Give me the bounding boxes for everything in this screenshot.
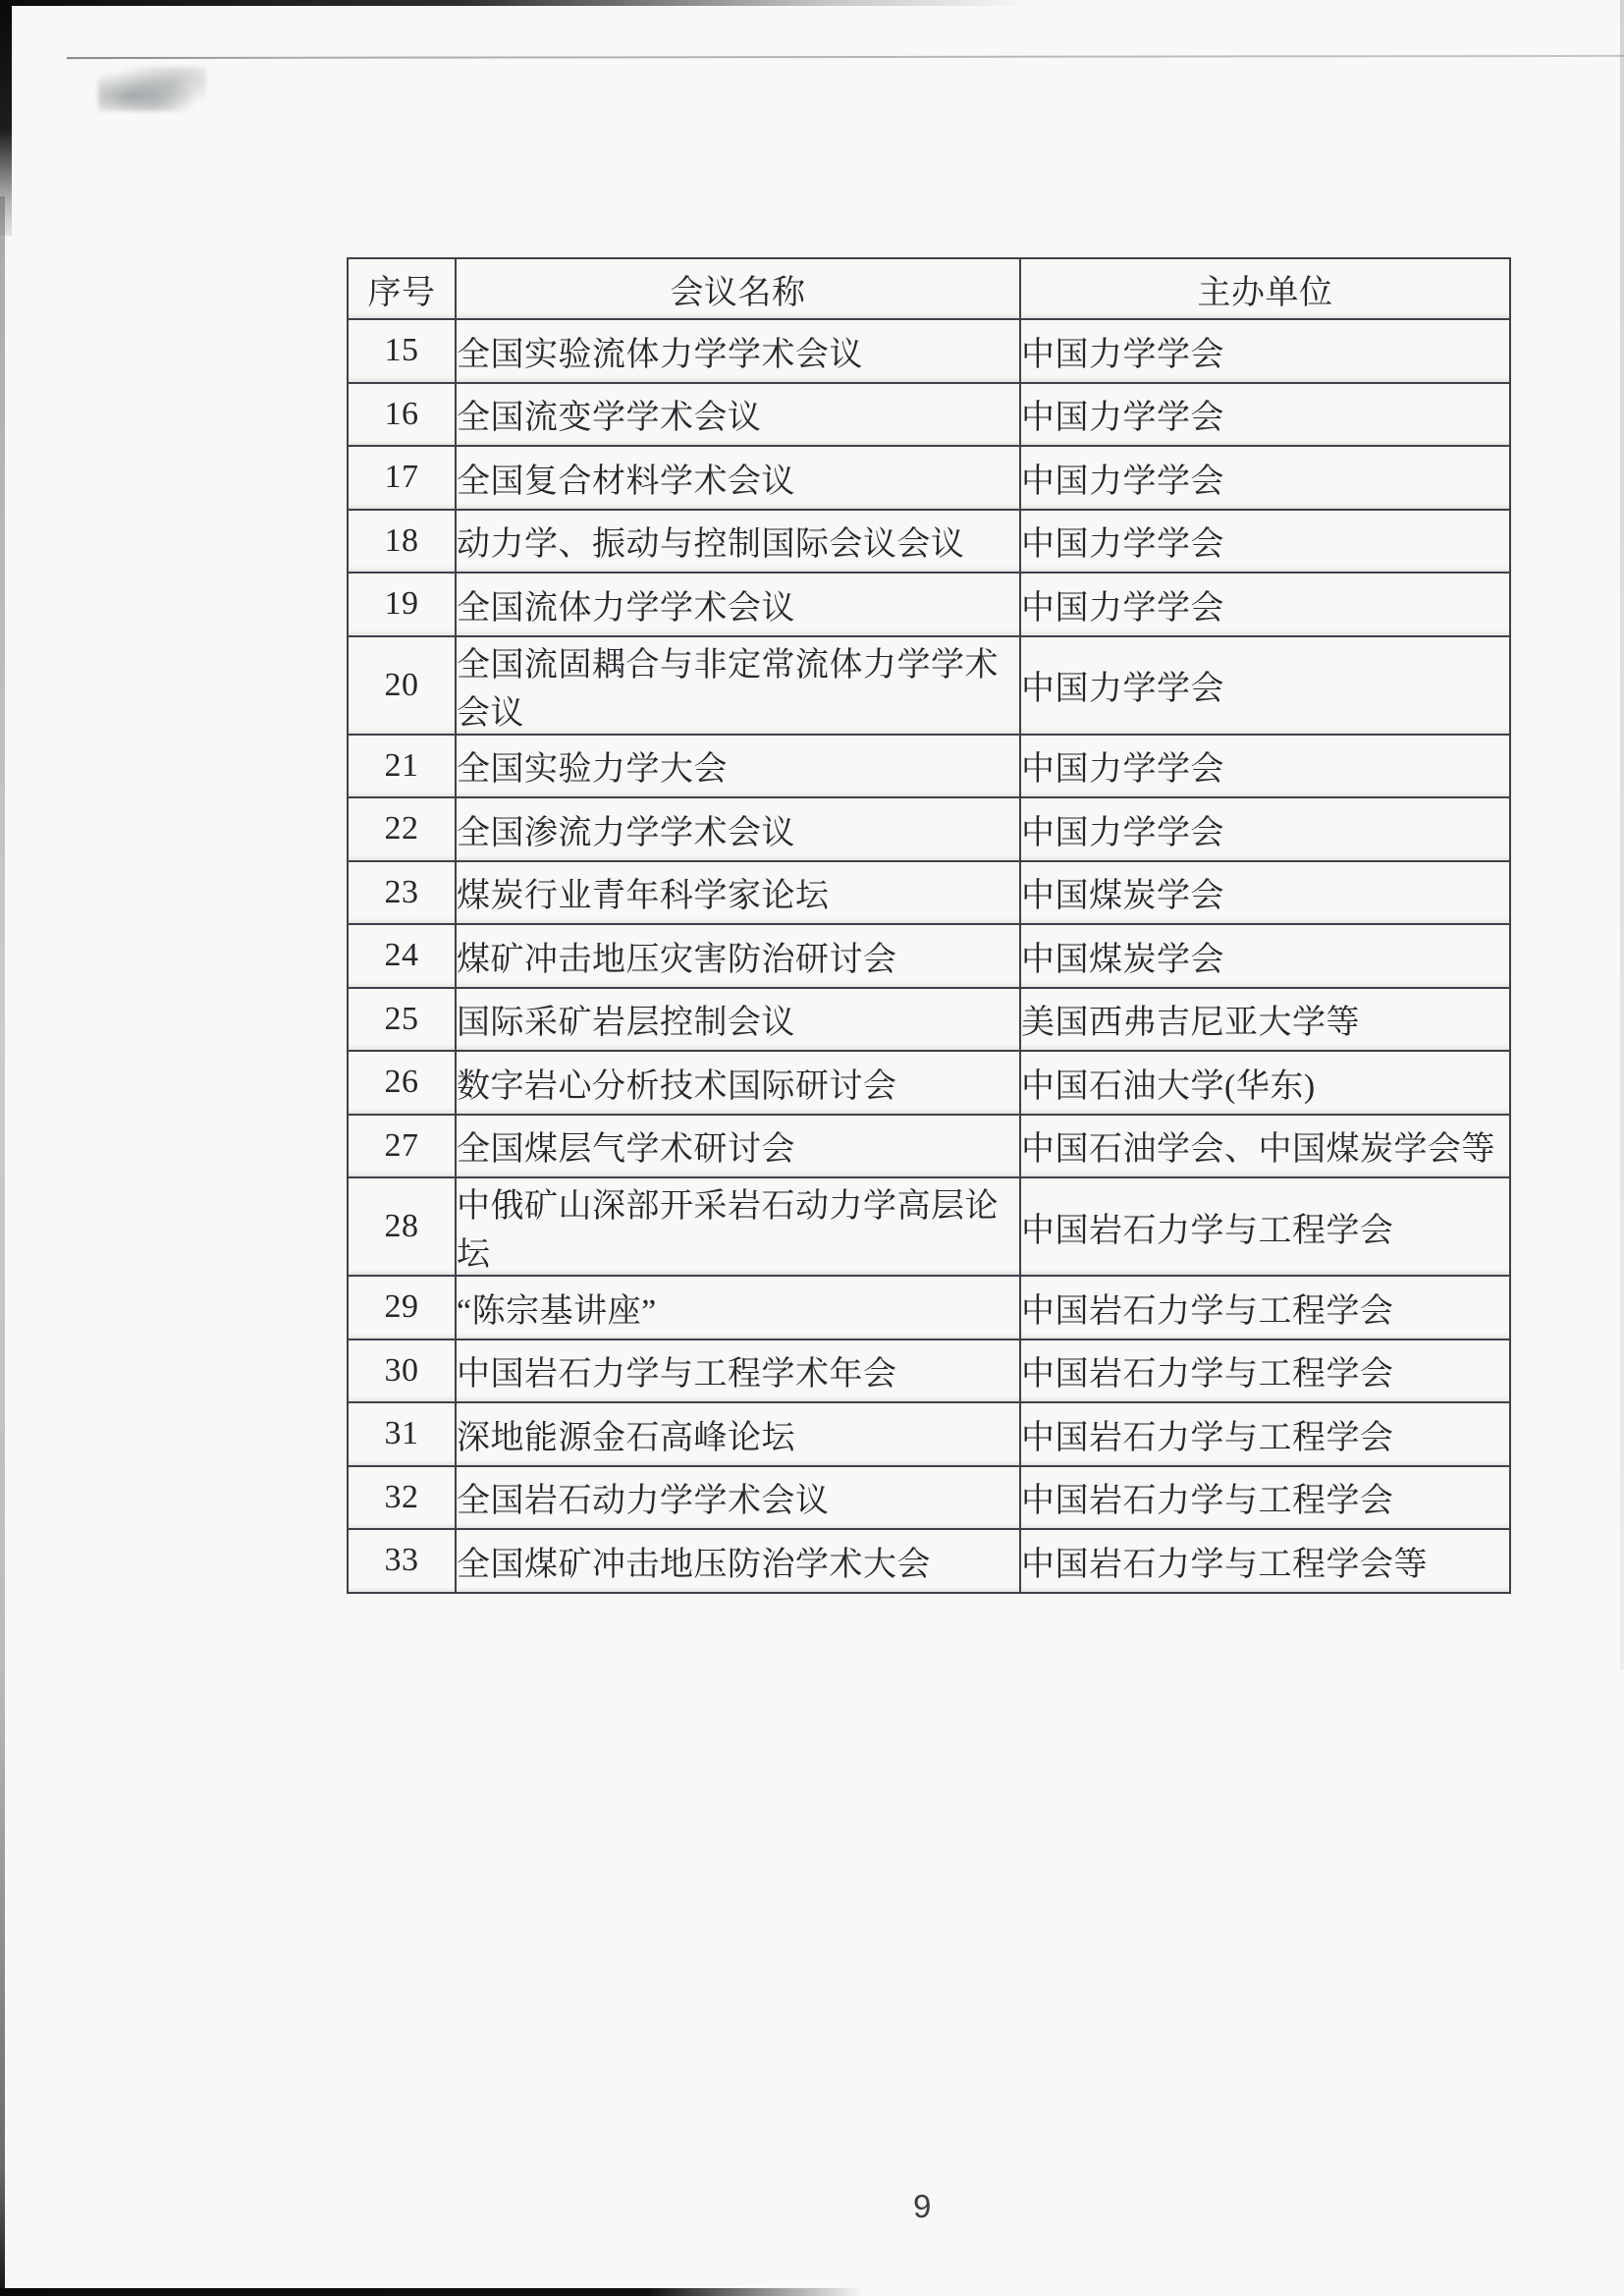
table-row (348, 1276, 1510, 1339)
table-row (348, 797, 1510, 861)
organizer-name: 中国力学学会 (1020, 636, 1510, 735)
organizer-name: 美国西弗吉尼亚大学等 (1020, 988, 1510, 1052)
table-row (348, 1466, 1510, 1530)
table-row (348, 1339, 1510, 1403)
organizer-name: 中国石油大学(华东) (1020, 1051, 1510, 1115)
row-index: 30 (348, 1339, 456, 1403)
conference-name: 中国岩石力学与工程学术年会 (456, 1339, 1020, 1403)
conference-name: 全国渗流力学学术会议 (456, 797, 1020, 861)
table-row (348, 1402, 1510, 1466)
table-row (348, 735, 1510, 798)
organizer-name: 中国岩石力学与工程学会 (1020, 1466, 1510, 1530)
header-conference-name: 会议名称 (456, 258, 1020, 319)
row-index: 28 (348, 1177, 456, 1276)
row-index: 15 (348, 319, 456, 383)
table-row (348, 383, 1510, 447)
conference-name: 动力学、振动与控制国际会议会议 (456, 510, 1020, 574)
row-index: 24 (348, 924, 456, 988)
conference-name: 深地能源金石高峰论坛 (456, 1402, 1020, 1466)
organizer-name: 中国岩石力学与工程学会 (1020, 1339, 1510, 1403)
row-index: 20 (348, 636, 456, 735)
organizer-name: 中国岩石力学与工程学会 (1020, 1402, 1510, 1466)
conference-name: 全国流变学学术会议 (456, 383, 1020, 447)
table-row (348, 446, 1510, 510)
header-no: 序号 (348, 258, 456, 319)
table-row (348, 1529, 1510, 1593)
organizer-name: 中国岩石力学与工程学会等 (1020, 1529, 1510, 1593)
row-index: 29 (348, 1276, 456, 1339)
conference-name: 煤矿冲击地压灾害防治研讨会 (456, 924, 1020, 988)
row-index: 19 (348, 573, 456, 636)
table-row (348, 861, 1510, 925)
conference-name: 国际采矿岩层控制会议 (456, 988, 1020, 1052)
conference-name: 数字岩心分析技术国际研讨会 (456, 1051, 1020, 1115)
conference-table (347, 257, 1511, 1594)
row-index: 27 (348, 1115, 456, 1178)
organizer-name: 中国岩石力学与工程学会 (1020, 1276, 1510, 1339)
conference-name: 全国煤矿冲击地压防治学术大会 (456, 1529, 1020, 1593)
row-index: 22 (348, 797, 456, 861)
conference-name: 全国流体力学学术会议 (456, 573, 1020, 636)
table-header-row (348, 258, 1510, 319)
table-row (348, 988, 1510, 1052)
organizer-name: 中国力学学会 (1020, 735, 1510, 798)
conference-name: 中俄矿山深部开采岩石动力学高层论坛 (456, 1177, 1020, 1276)
conference-table-container (347, 257, 1511, 1594)
scan-smudge (98, 67, 206, 111)
row-index: 31 (348, 1402, 456, 1466)
conference-name: 全国复合材料学术会议 (456, 446, 1020, 510)
organizer-name: 中国煤炭学会 (1020, 924, 1510, 988)
organizer-name: 中国力学学会 (1020, 383, 1510, 447)
row-index: 17 (348, 446, 456, 510)
scan-line-artifact (67, 55, 1624, 59)
organizer-name: 中国岩石力学与工程学会 (1020, 1177, 1510, 1276)
row-index: 18 (348, 510, 456, 574)
conference-name: 全国煤层气学术研讨会 (456, 1115, 1020, 1178)
table-row (348, 510, 1510, 574)
table-row (348, 924, 1510, 988)
organizer-name: 中国力学学会 (1020, 510, 1510, 574)
organizer-name: 中国力学学会 (1020, 446, 1510, 510)
organizer-name: 中国力学学会 (1020, 797, 1510, 861)
scan-shadow-bottom (0, 2288, 864, 2296)
conference-name: “陈宗基讲座” (456, 1276, 1020, 1339)
conference-name: 全国实验流体力学学术会议 (456, 319, 1020, 383)
table-row (348, 1177, 1510, 1276)
row-index: 21 (348, 735, 456, 798)
organizer-name: 中国力学学会 (1020, 573, 1510, 636)
conference-name: 全国岩石动力学学术会议 (456, 1466, 1020, 1530)
table-row (348, 1115, 1510, 1178)
scan-shadow-left (0, 196, 5, 2296)
header-organizer: 主办单位 (1020, 258, 1510, 319)
organizer-name: 中国煤炭学会 (1020, 861, 1510, 925)
table-row (348, 319, 1510, 383)
row-index: 32 (348, 1466, 456, 1530)
conference-name: 全国实验力学大会 (456, 735, 1020, 798)
organizer-name: 中国力学学会 (1020, 319, 1510, 383)
row-index: 33 (348, 1529, 456, 1593)
table-row (348, 573, 1510, 636)
table-row (348, 636, 1510, 735)
scan-shadow-right (1620, 0, 1624, 1669)
scan-shadow-top (0, 0, 1031, 6)
scan-shadow-left-top (0, 0, 12, 236)
row-index: 16 (348, 383, 456, 447)
row-index: 25 (348, 988, 456, 1052)
conference-name: 煤炭行业青年科学家论坛 (456, 861, 1020, 925)
organizer-name: 中国石油学会、中国煤炭学会等 (1020, 1115, 1510, 1178)
conference-name: 全国流固耦合与非定常流体力学学术会议 (456, 636, 1020, 735)
row-index: 23 (348, 861, 456, 925)
page-number: 9 (913, 2188, 932, 2224)
table-row (348, 1051, 1510, 1115)
row-index: 26 (348, 1051, 456, 1115)
